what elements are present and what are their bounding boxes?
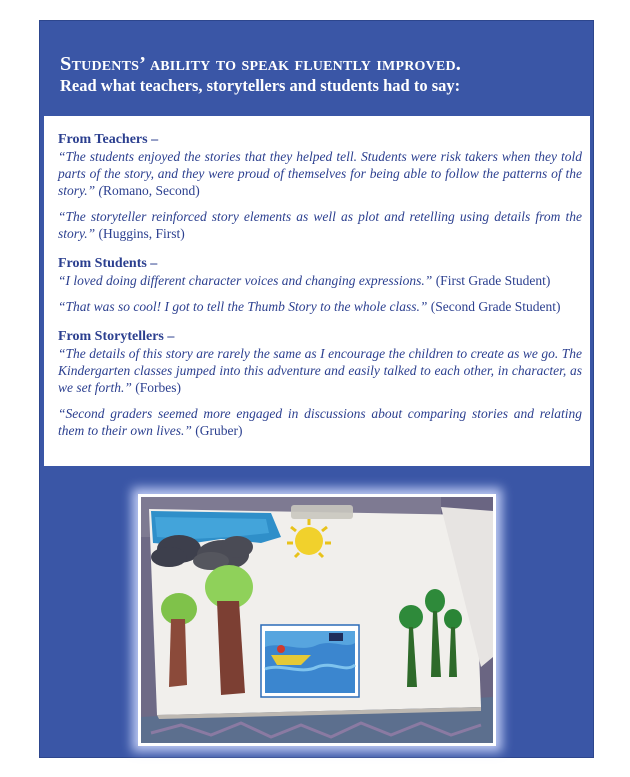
quote-storyteller-1 xyxy=(58,345,582,396)
student-drawing-photo xyxy=(141,497,493,743)
quote-text: “The storyteller reinforced story elements as well as plot and retelling using details from the story.” xyxy=(58,209,582,241)
quote-student-1 xyxy=(58,272,582,289)
quote-text: “The details of this story are rarely the same as I encourage the children to create as we go. The Kindergarten classes jumped into this adventure and easily talked to each other, in character, as we set forth.” xyxy=(58,346,582,395)
quote-text: “That was so cool! I got to tell the Thumb Story to the whole class.” xyxy=(58,299,428,314)
quote-text: “The students enjoyed the stories that they helped tell. Students were risk takers when they told parts of the story, and they were proud of themselves for being able to follow the patterns of the story.” ( xyxy=(58,149,582,198)
quotes-box xyxy=(44,116,590,466)
photo-frame xyxy=(138,494,496,746)
quote-source: (Gruber) xyxy=(191,423,243,438)
quote-source: (Huggins, First) xyxy=(95,226,185,241)
section-heading-storytellers: From Storytellers – xyxy=(58,329,175,344)
quote-storyteller-2 xyxy=(58,405,582,439)
quote-text: “Second graders seemed more engaged in discussions about comparing stories and relating them to their own lives.” xyxy=(58,406,582,438)
quote-source: (Forbes) xyxy=(131,380,182,395)
content-panel xyxy=(39,20,594,758)
quote-source: (First Grade Student) xyxy=(432,273,551,288)
header xyxy=(60,52,580,96)
page-title: Students’ ability to speak fluently improved. xyxy=(60,53,462,75)
quote-source: Romano, Second) xyxy=(103,183,200,198)
quote-teacher-1 xyxy=(58,148,582,199)
quote-teacher-2 xyxy=(58,208,582,242)
quote-student-2 xyxy=(58,298,582,315)
section-heading-students: From Students – xyxy=(58,256,158,271)
section-heading-teachers: From Teachers – xyxy=(58,132,159,147)
page-subtitle: Read what teachers, storytellers and students had to say: xyxy=(60,76,461,95)
quote-text: “I loved doing different character voices and changing expressions.” xyxy=(58,273,433,288)
quote-source: (Second Grade Student) xyxy=(427,299,561,314)
student-drawing-image xyxy=(141,497,493,743)
